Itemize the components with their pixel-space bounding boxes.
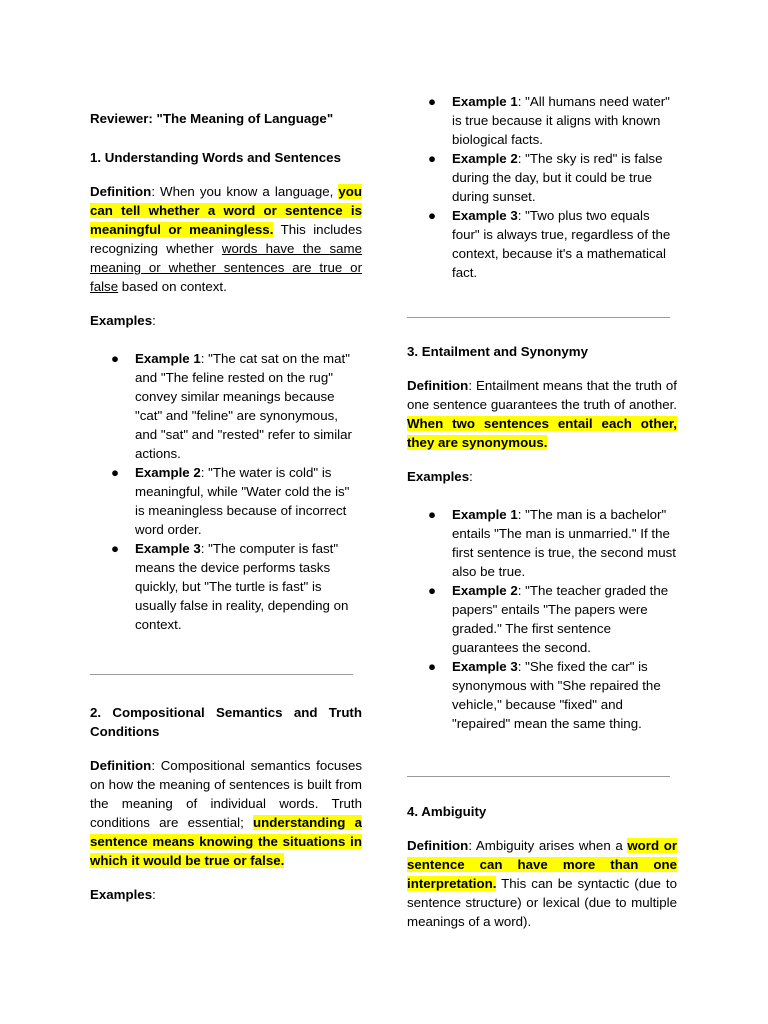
- example-label: Example 1: [135, 351, 201, 366]
- definition-text: : When you know a language,: [151, 184, 339, 199]
- example-text: : "All humans need water" is true because it aligns with known biological facts.: [452, 94, 670, 147]
- example-label: Example 2: [452, 583, 518, 598]
- example-text: : "The man is a bachelor" entails "The man is unmarried." If the first sentence is true, the second must also be true.: [452, 507, 676, 579]
- example-label: Example 2: [452, 151, 518, 166]
- highlighted-text: understanding a sentence means knowing the situations in which it would be true or false.: [90, 815, 362, 868]
- list-item: [428, 657, 677, 733]
- examples-label: Examples: [90, 313, 153, 328]
- bullet-icon: ●: [111, 465, 120, 480]
- examples-label: Examples: [407, 469, 470, 484]
- highlighted-text: When two sentences entail each other, they are synonymous.: [407, 416, 677, 450]
- example-text: : "The cat sat on the mat" and "The feline rested on the rug" convey similar meanings because "cat" and "feline" are synonymous, and "sat" and "rested" refer to similar actions.: [135, 351, 352, 461]
- bullet-icon: ●: [428, 208, 437, 223]
- list-item: [428, 149, 677, 206]
- section-divider: [407, 317, 670, 318]
- right-column: [407, 82, 677, 946]
- definition-text: based on context.: [118, 279, 227, 294]
- section-1-definition: [90, 182, 362, 296]
- list-item: [428, 92, 677, 149]
- section-1-examples-label: [90, 311, 362, 330]
- examples-colon: :: [469, 469, 473, 484]
- example-text: : "She fixed the car" is synonymous with "She repaired the vehicle," because "fixed" and "repaired" mean the same thing.: [452, 659, 661, 731]
- highlighted-text: you can tell whether a word or sentence is meaningful or meaningless.: [90, 184, 362, 237]
- section-1-heading: 1. Understanding Words and Sentences: [90, 150, 341, 165]
- document-title: Reviewer: "The Meaning of Language": [90, 111, 334, 126]
- list-item: [428, 581, 677, 657]
- section-3-examples-list: [407, 505, 677, 733]
- bullet-icon: ●: [111, 351, 120, 366]
- section-3-heading: 3. Entailment and Synonymy: [407, 344, 589, 359]
- section-divider: [90, 674, 353, 675]
- examples-colon: :: [152, 313, 156, 328]
- underlined-text: words have the same meaning or whether sentences are true or false: [90, 241, 363, 294]
- bullet-icon: ●: [428, 583, 437, 598]
- example-label: Example 3: [135, 541, 201, 556]
- section-4-heading: 4. Ambiguity: [407, 804, 487, 819]
- example-text: : "The sky is red" is false during the day, but it could be true during sunset.: [452, 151, 663, 204]
- section-2-examples-list: [407, 92, 677, 282]
- definition-label: Definition: [90, 758, 152, 773]
- definition-text: This includes recognizing whether: [90, 222, 362, 256]
- example-label: Example 3: [452, 208, 518, 223]
- examples-colon: :: [152, 887, 156, 902]
- bullet-icon: ●: [428, 507, 437, 522]
- definition-label: Definition: [90, 184, 152, 199]
- example-text: : "The computer is fast" means the device performs tasks quickly, but "The turtle is fast" is usually false in reality, depending on context.: [135, 541, 349, 632]
- bullet-icon: ●: [428, 659, 437, 674]
- definition-label: Definition: [407, 378, 469, 393]
- definition-text: : Compositional semantics focuses on how the meaning of sentences is built from the meaning of individual words. Truth conditions are essential;: [90, 758, 362, 830]
- section-2-examples-label: [90, 885, 362, 904]
- section-3-examples-label: [407, 467, 677, 486]
- example-label: Example 1: [452, 94, 518, 109]
- list-item: [428, 505, 677, 581]
- left-column: [90, 100, 362, 919]
- section-3-definition: [407, 376, 677, 452]
- example-label: Example 1: [452, 507, 518, 522]
- list-item: [111, 539, 362, 634]
- definition-text: This can be syntactic (due to sentence structure) or lexical (due to multiple meanings of a word).: [407, 876, 677, 929]
- example-label: Example 3: [452, 659, 518, 674]
- definition-text: : Entailment means that the truth of one sentence guarantees the truth of another.: [407, 378, 677, 412]
- example-text: : "The water is cold" is meaningful, while "Water cold the is" is meaningless because of incorrect word order.: [135, 465, 350, 537]
- highlighted-text: word or sentence can have more than one interpretation.: [407, 838, 677, 891]
- definition-label: Definition: [407, 838, 469, 853]
- bullet-icon: ●: [111, 541, 120, 556]
- list-item: [111, 349, 362, 463]
- section-divider: [407, 776, 670, 777]
- section-2-heading: 2. Compositional Semantics and Truth Conditions: [90, 705, 362, 739]
- list-item: [111, 463, 362, 539]
- example-label: Example 2: [135, 465, 201, 480]
- section-2-definition: [90, 756, 362, 870]
- example-text: : "The teacher graded the papers" entails "The papers were graded." The first sentence guarantees the second.: [452, 583, 669, 655]
- section-4-definition: [407, 836, 677, 931]
- examples-label: Examples: [90, 887, 153, 902]
- example-text: : "Two plus two equals four" is always true, regardless of the context, because it's a mathematical fact.: [452, 208, 671, 280]
- bullet-icon: ●: [428, 151, 437, 166]
- bullet-icon: ●: [428, 94, 437, 109]
- list-item: [428, 206, 677, 282]
- definition-text: : Ambiguity arises when a: [468, 838, 628, 853]
- section-1-examples-list: [90, 349, 362, 634]
